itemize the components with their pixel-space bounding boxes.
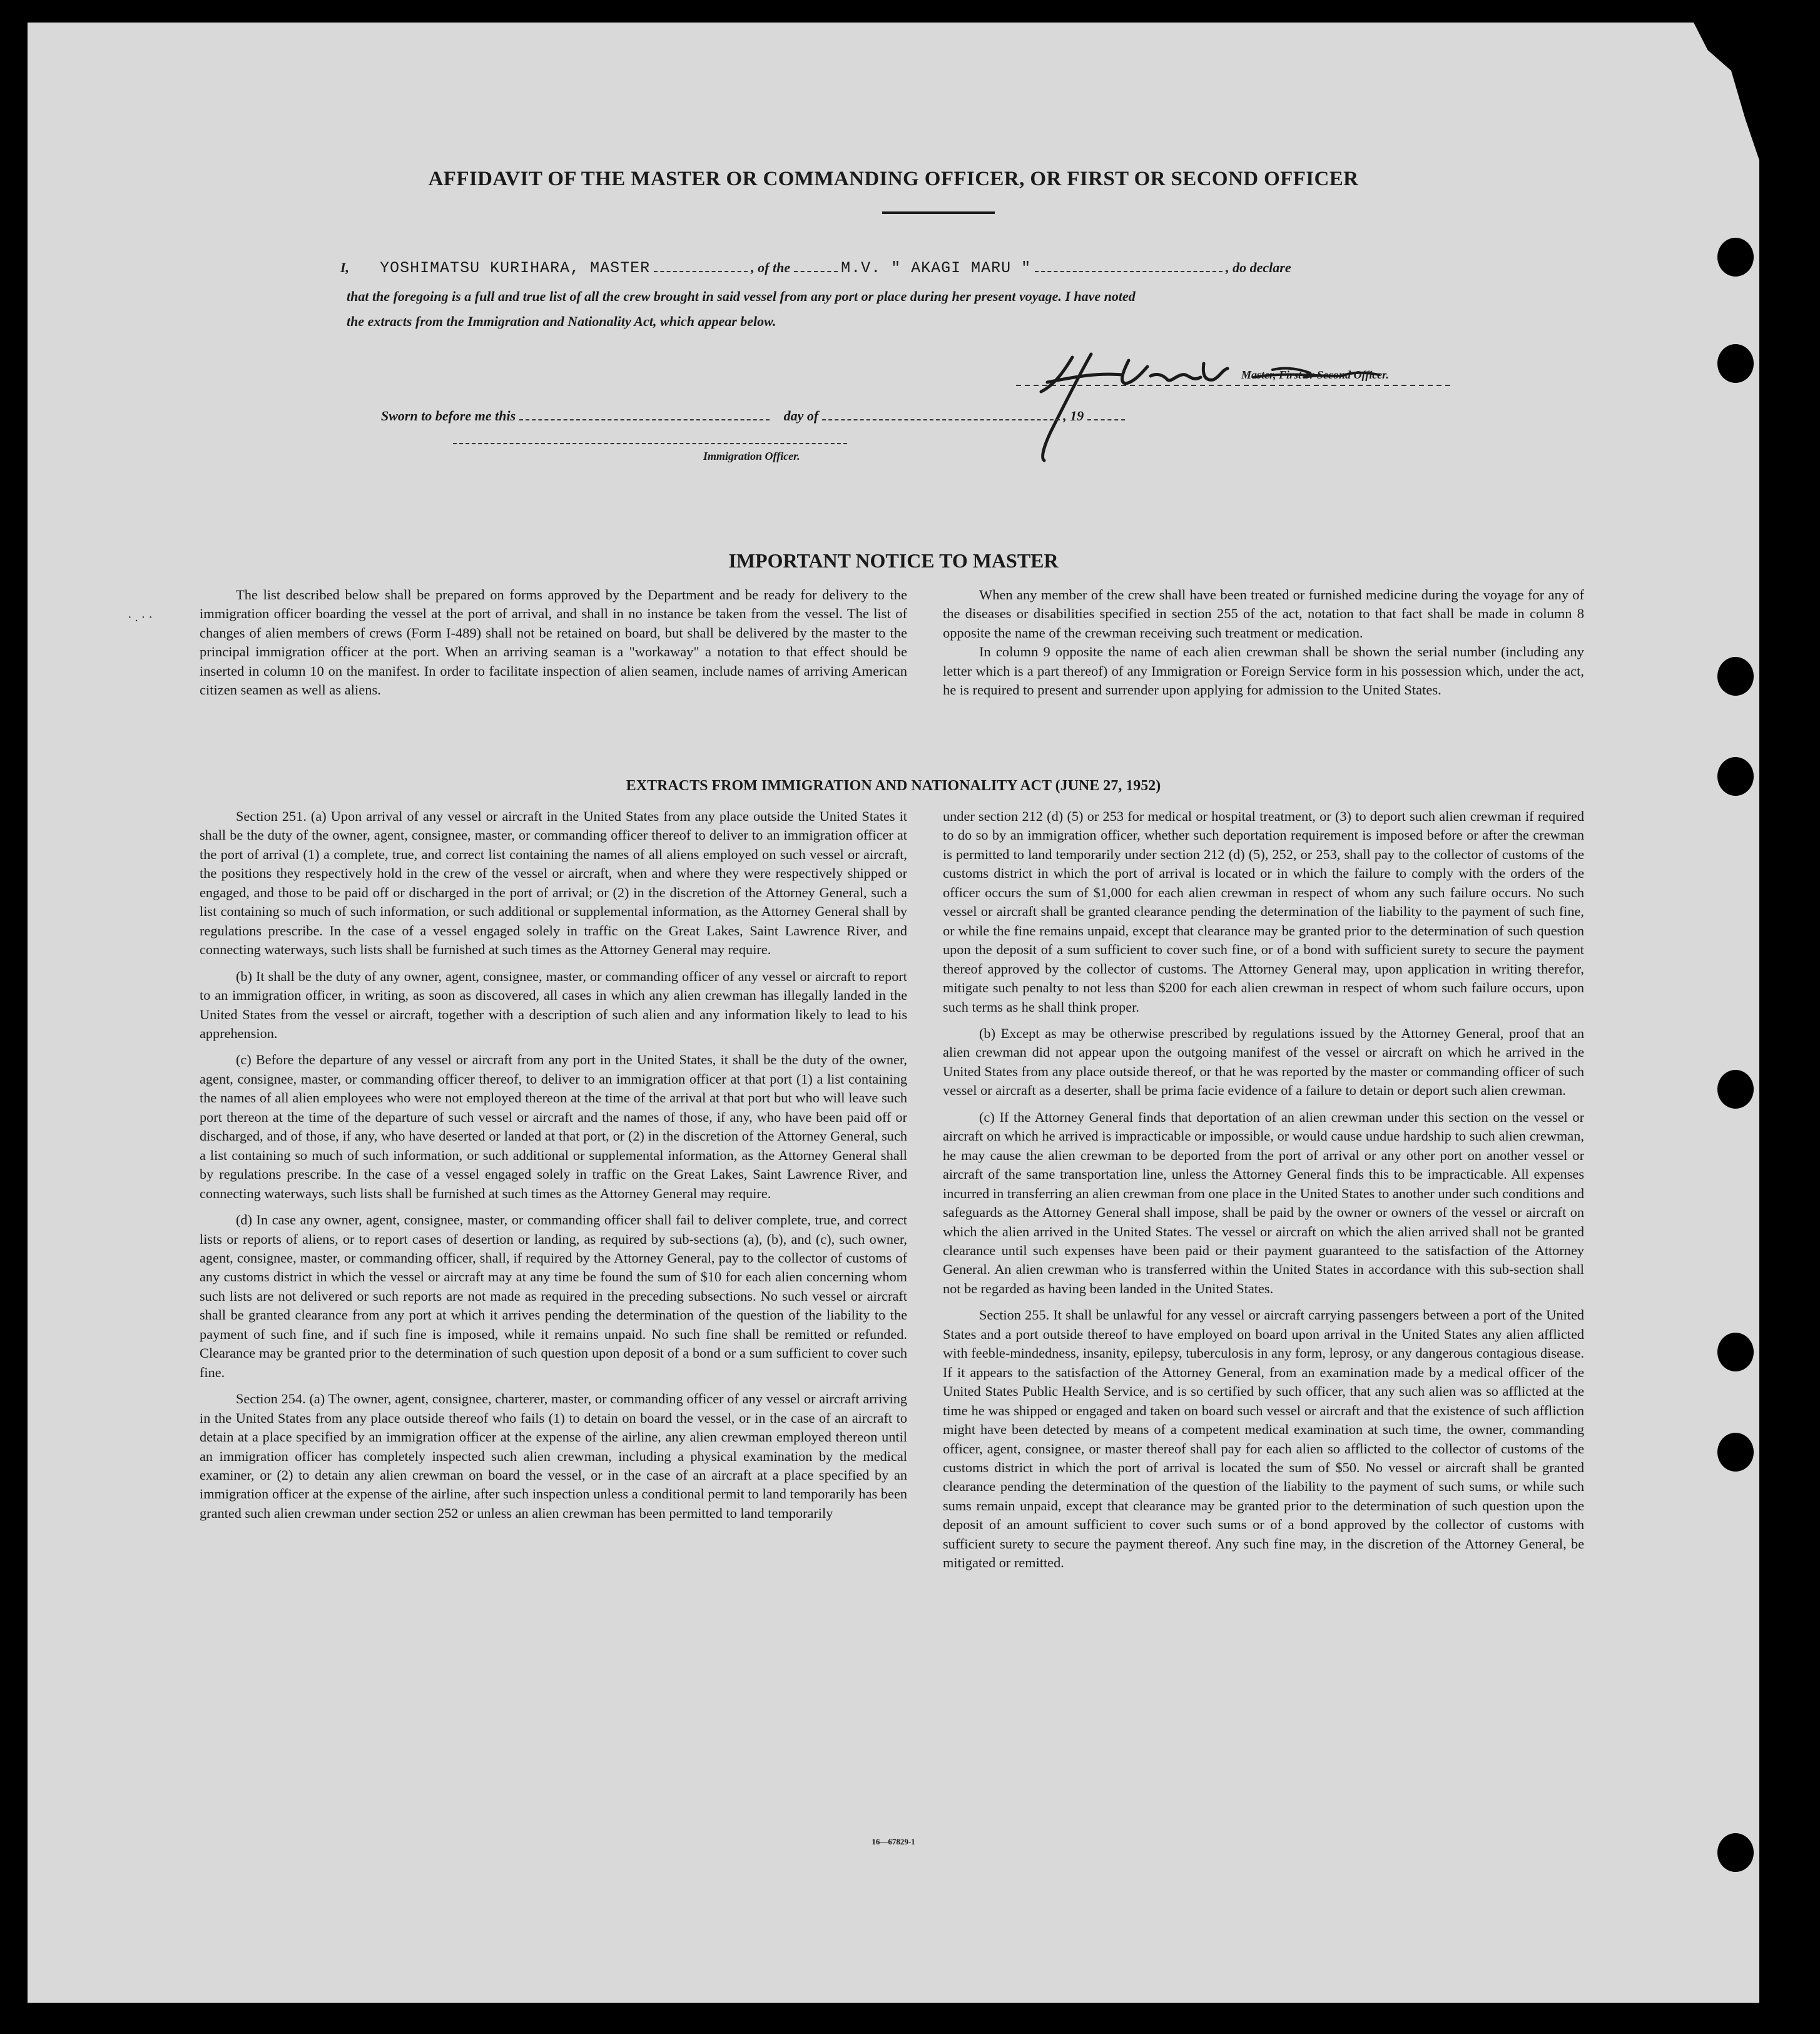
form-code: 16—67829-1 (872, 1837, 915, 1846)
extracts-title: EXTRACTS FROM IMMIGRATION AND NATIONALITY ACT (JUNE 27, 1952) (626, 778, 1161, 794)
immigration-officer-line (453, 443, 847, 444)
do-declare-label: , do declare (1226, 260, 1291, 275)
binder-hole (1717, 757, 1754, 796)
affidavit-title: AFFIDAVIT OF THE MASTER OR COMMANDING OFFICER, OR FIRST OR SECOND OFFICER (428, 168, 1359, 190)
notice-left-paragraph: The list described below shall be prepared on forms approved by the Department and be ready for delivery to the immigration officer boarding the vessel at the port of arrival, and shall in no instance be taken from the vessel. The list of changes of alien members of crews (Form I-489) shall not be retained on board, but shall be delivered by the master to the principal immigration officer at the port. When an arriving seaman is a "workaway" a notation to that effect should be inserted in column 10 on the manifest. In order to facilitate inspection of alien seamen, include names of arriving American citizen seamen as well as aliens. (200, 587, 907, 698)
binder-hole (1717, 1333, 1754, 1371)
master-name-field[interactable]: YOSHIMATSU KURIHARA, MASTER (380, 259, 651, 277)
master-signature (1004, 338, 1454, 467)
document-page (28, 23, 1759, 2003)
section-251-b: (b) It shall be the duty of any owner, agent, consignee, master, or commanding officer of any vessel or aircraft to report to an immigration officer, in writing, as soon as discovered, all cases in which any alien crewman has illegally landed in the United States from the vessel or aircraft, together with a description of such alien and any information likely to lead to his apprehension. (200, 968, 907, 1041)
section-254-a: Section 254. (a) The owner, agent, consignee, charterer, master, or commanding officer of any vessel or aircraft arriving in the United States from any place outside thereof who fails (1) to detain on board the vessel, or in the case of an aircraft to detain at a place specified by an immigration officer at the expense of the airline, any alien crewman employed thereon until an immigration officer has completely inspected such alien crewman, including a physical examination by the medical examiner, or (2) to detain any alien crewman on board the vessel, or in the case of an aircraft at a place specified by an immigration officer at the expense of the airline, after such inspection unless a conditional permit to land temporarily has been granted such alien crewman under section 252 or unless an alien crewman has been permitted to land temporarily (200, 1391, 907, 1521)
extracts-right-column (943, 807, 1584, 1580)
i-label: I, (340, 260, 350, 275)
notice-right-paragraph-2: In column 9 opposite the name of each alien crewman shall be shown the serial number (including any letter which is a part thereof) of any Immigration or Foreign Service form in his possession which, under the act, he is required to present and surrender upon applying for admission to the United States. (943, 644, 1584, 698)
of-the-label: , of the (751, 260, 791, 275)
binder-hole (1717, 344, 1754, 383)
section-254-a-continued: under section 212 (d) (5) or 253 for medical or hospital treatment, or (3) to deport such alien crewman if required to do so by an immigration officer, whether such deportation requirement is imposed before or after the crewman is permitted to land temporarily under section 212 (d) (5), 252, or 253, shall pay to the collector of customs of the customs district in which the port of arrival is located or in which the failure to comply with the orders of the officer occurs the sum of $1,000 for each alien crewman in respect of whom any such failure occurs. No such vessel or aircraft shall be granted clearance pending the determination of the liability to the payment of such fine, or while the fine remains unpaid, except that clearance may be granted prior to the determination of such question upon the deposit of a sum sufficient to cover such fine, or of a bond with sufficient surety to secure the payment thereof approved by the collector of customs. The Attorney General may, upon application in writing therefor, mitigate such penalty to not less than $200 for each alien crewman in respect of whom such failure occurs, upon such terms as he shall think proper. (943, 808, 1584, 1015)
title-rule (882, 211, 995, 214)
master-caption: Master, First or Second Officer. (1241, 369, 1389, 381)
notice-right-column (943, 586, 1584, 699)
torn-corner (1665, 23, 1759, 160)
notice-title: IMPORTANT NOTICE TO MASTER (728, 549, 1059, 572)
section-255: Section 255. It shall be unlawful for any vessel or aircraft carrying passengers between a port of the United States and a port outside thereof to have employed on board upon arrival in the United States any alien afflicted with feeble-mindedness, insanity, epilepsy, tuberculosis in any form, leprosy, or any dangerous contagious disease. If it appears to the satisfaction of the Attorney General, from an examination made by a medical officer of the United States Public Health Service, and is so certified by such officer, that any such alien was so afflicted at the time he was shipped or engaged and taken on board such vessel or aircraft and that the existence of such affliction might have been detected by means of a competent medical examination at such time, the owner, commanding officer, agent, consignee, or master thereof shall pay for each alien so afflicted to the collector of customs of the customs district in which the port of arrival is located the sum of $50. No vessel or aircraft shall be granted clearance pending the determination of the question of the liability to the payment of such sums, or while such sums remain unpaid, except that clearance may be granted prior to the determination of such question upon the deposit of an amount sufficient to cover such sums or of a bond approved by the collector of customs with sufficient surety to secure the payment thereof. Any such fine may, in the discretion of the Attorney General, be mitigated or remitted. (943, 1307, 1584, 1571)
binder-hole (1717, 657, 1754, 696)
notice-right-paragraph-1: When any member of the crew shall have been treated or furnished medicine during the voyage for any of the diseases or disabilities specified in section 255 of the act, notation to that fact shall be made in column 8 opposite the name of the crewman receiving such treatment or medication. (943, 587, 1584, 641)
section-251-a: Section 251. (a) Upon arrival of any vessel or aircraft in the United States from any place outside the United States it shall be the duty of the owner, agent, consignee, master, or commanding officer thereof to deliver to an immigration officer at the port of arrival (1) a complete, true, and correct list containing the names of all aliens employed on such vessel or aircraft, the positions they respectively hold in the crew of the vessel or aircraft, when and where they were respectively shipped or engaged, and those to be paid off or discharged in the port of arrival; or (2) in the discretion of the Attorney General, such a list containing so much of such information, or such additional or supplemental information, as the Attorney General shall by regulations prescribe. In the case of a vessel engaged solely in traffic on the Great Lakes, Saint Lawrence River, and connecting waterways, such lists shall be furnished at such times as the Attorney General may require. (200, 808, 907, 958)
section-251-c: (c) Before the departure of any vessel or aircraft from any port in the United States, it shall be the duty of the owner, agent, consignee, master, or commanding officer thereof, to deliver to an immigration officer at that port (1) a list containing the names of all alien employees who were not employed thereon at the time of the arrival at that port but who will leave such port thereon at the time of the departure of such vessel or aircraft and the names of those, if any, who have been paid off or discharged, and of those, if any, who have deserted or landed at that port, or (2) in the discretion of the Attorney General, such a list containing so much of such information, or such additional or supplemental information, as the Attorney General shall by regulations prescribe. In the case of a vessel engaged solely in traffic on the Great Lakes, Saint Lawrence River, and connecting waterways, such lists shall be furnished at such times as the Attorney General may require. (200, 1052, 907, 1201)
binder-hole (1717, 1070, 1754, 1109)
officer-caption: Immigration Officer. (703, 450, 800, 462)
declaration-line (340, 259, 1291, 277)
sworn-line: Sworn to before me this day of , 19 (381, 408, 1125, 424)
extracts-left-column (200, 807, 907, 1530)
binder-hole (1717, 1833, 1754, 1872)
scan-specks: · . · · (128, 611, 153, 624)
section-254-c: (c) If the Attorney General finds that deportation of an alien crewman under this section on the vessel or aircraft on which he arrived is impracticable or impossible, or would cause undue hardship to such alien crewman, he may cause the alien crewman to be deported from the port of arrival or any other port on another vessel or aircraft of the same transportation line, unless the Attorney General finds this to be impracticable. All expenses incurred in transferring an alien crewman from one place in the United States to another under such conditions and safeguards as the Attorney General shall impose, shall be paid by the owner or owners of the vessel or aircraft on which the alien arrived in the United States. The vessel or aircraft on which the alien arrived shall not be granted clearance until such expenses have been paid or their payment guaranteed to the satisfaction of the Attorney General. An alien crewman who is transferred within the United States in accordance with this sub-section shall not be regarded as having been landed in the United States. (943, 1109, 1584, 1296)
binder-hole (1717, 238, 1754, 277)
section-251-d: (d) In case any owner, agent, consignee, master, or commanding officer shall fail to deliver complete, true, and correct lists or reports of aliens, or to report cases of desertion or landing, as required by sub-sections (a), (b), and (c), such owner, agent, consignee, master, or commanding officer, shall, if required by the Attorney General, pay to the collector of customs of any customs district in which the vessel or aircraft may at any time be found the sum of $10 for each alien concerning whom such lists are not delivered or such reports are not made as required in the preceding subsections. No such vessel or aircraft shall be granted clearance from any port at which it arrives pending the determination of the question of the liability to the payment of such fine, and if such fine is imposed, while it remains unpaid. No such fine shall be remitted or refunded. Clearance may be granted prior to the determination of such question upon deposit of a bond or a sum sufficient to cover such fine. (200, 1212, 907, 1380)
declaration-statement: that the foregoing is a full and true list of all the crew brought in said vessel from any port or place during her present voyage. I have noted the extracts from the Immigration and Nationality Act, which appear below. (347, 288, 1136, 329)
section-254-b: (b) Except as may be otherwise prescribed by regulations issued by the Attorney General, proof that an alien crewman did not appear upon the outgoing manifest of the vessel or aircraft on which he arrived in the United States from any place outside thereof, or that he was reported by the master or commanding officer of such vessel or aircraft as a deserter, shall be prima facie evidence of a failure to detain or deport such alien crewman. (943, 1025, 1584, 1099)
vessel-name-field[interactable]: M.V. " AKAGI MARU " (841, 259, 1032, 277)
binder-hole (1717, 1433, 1754, 1472)
notice-left-column (200, 586, 907, 699)
